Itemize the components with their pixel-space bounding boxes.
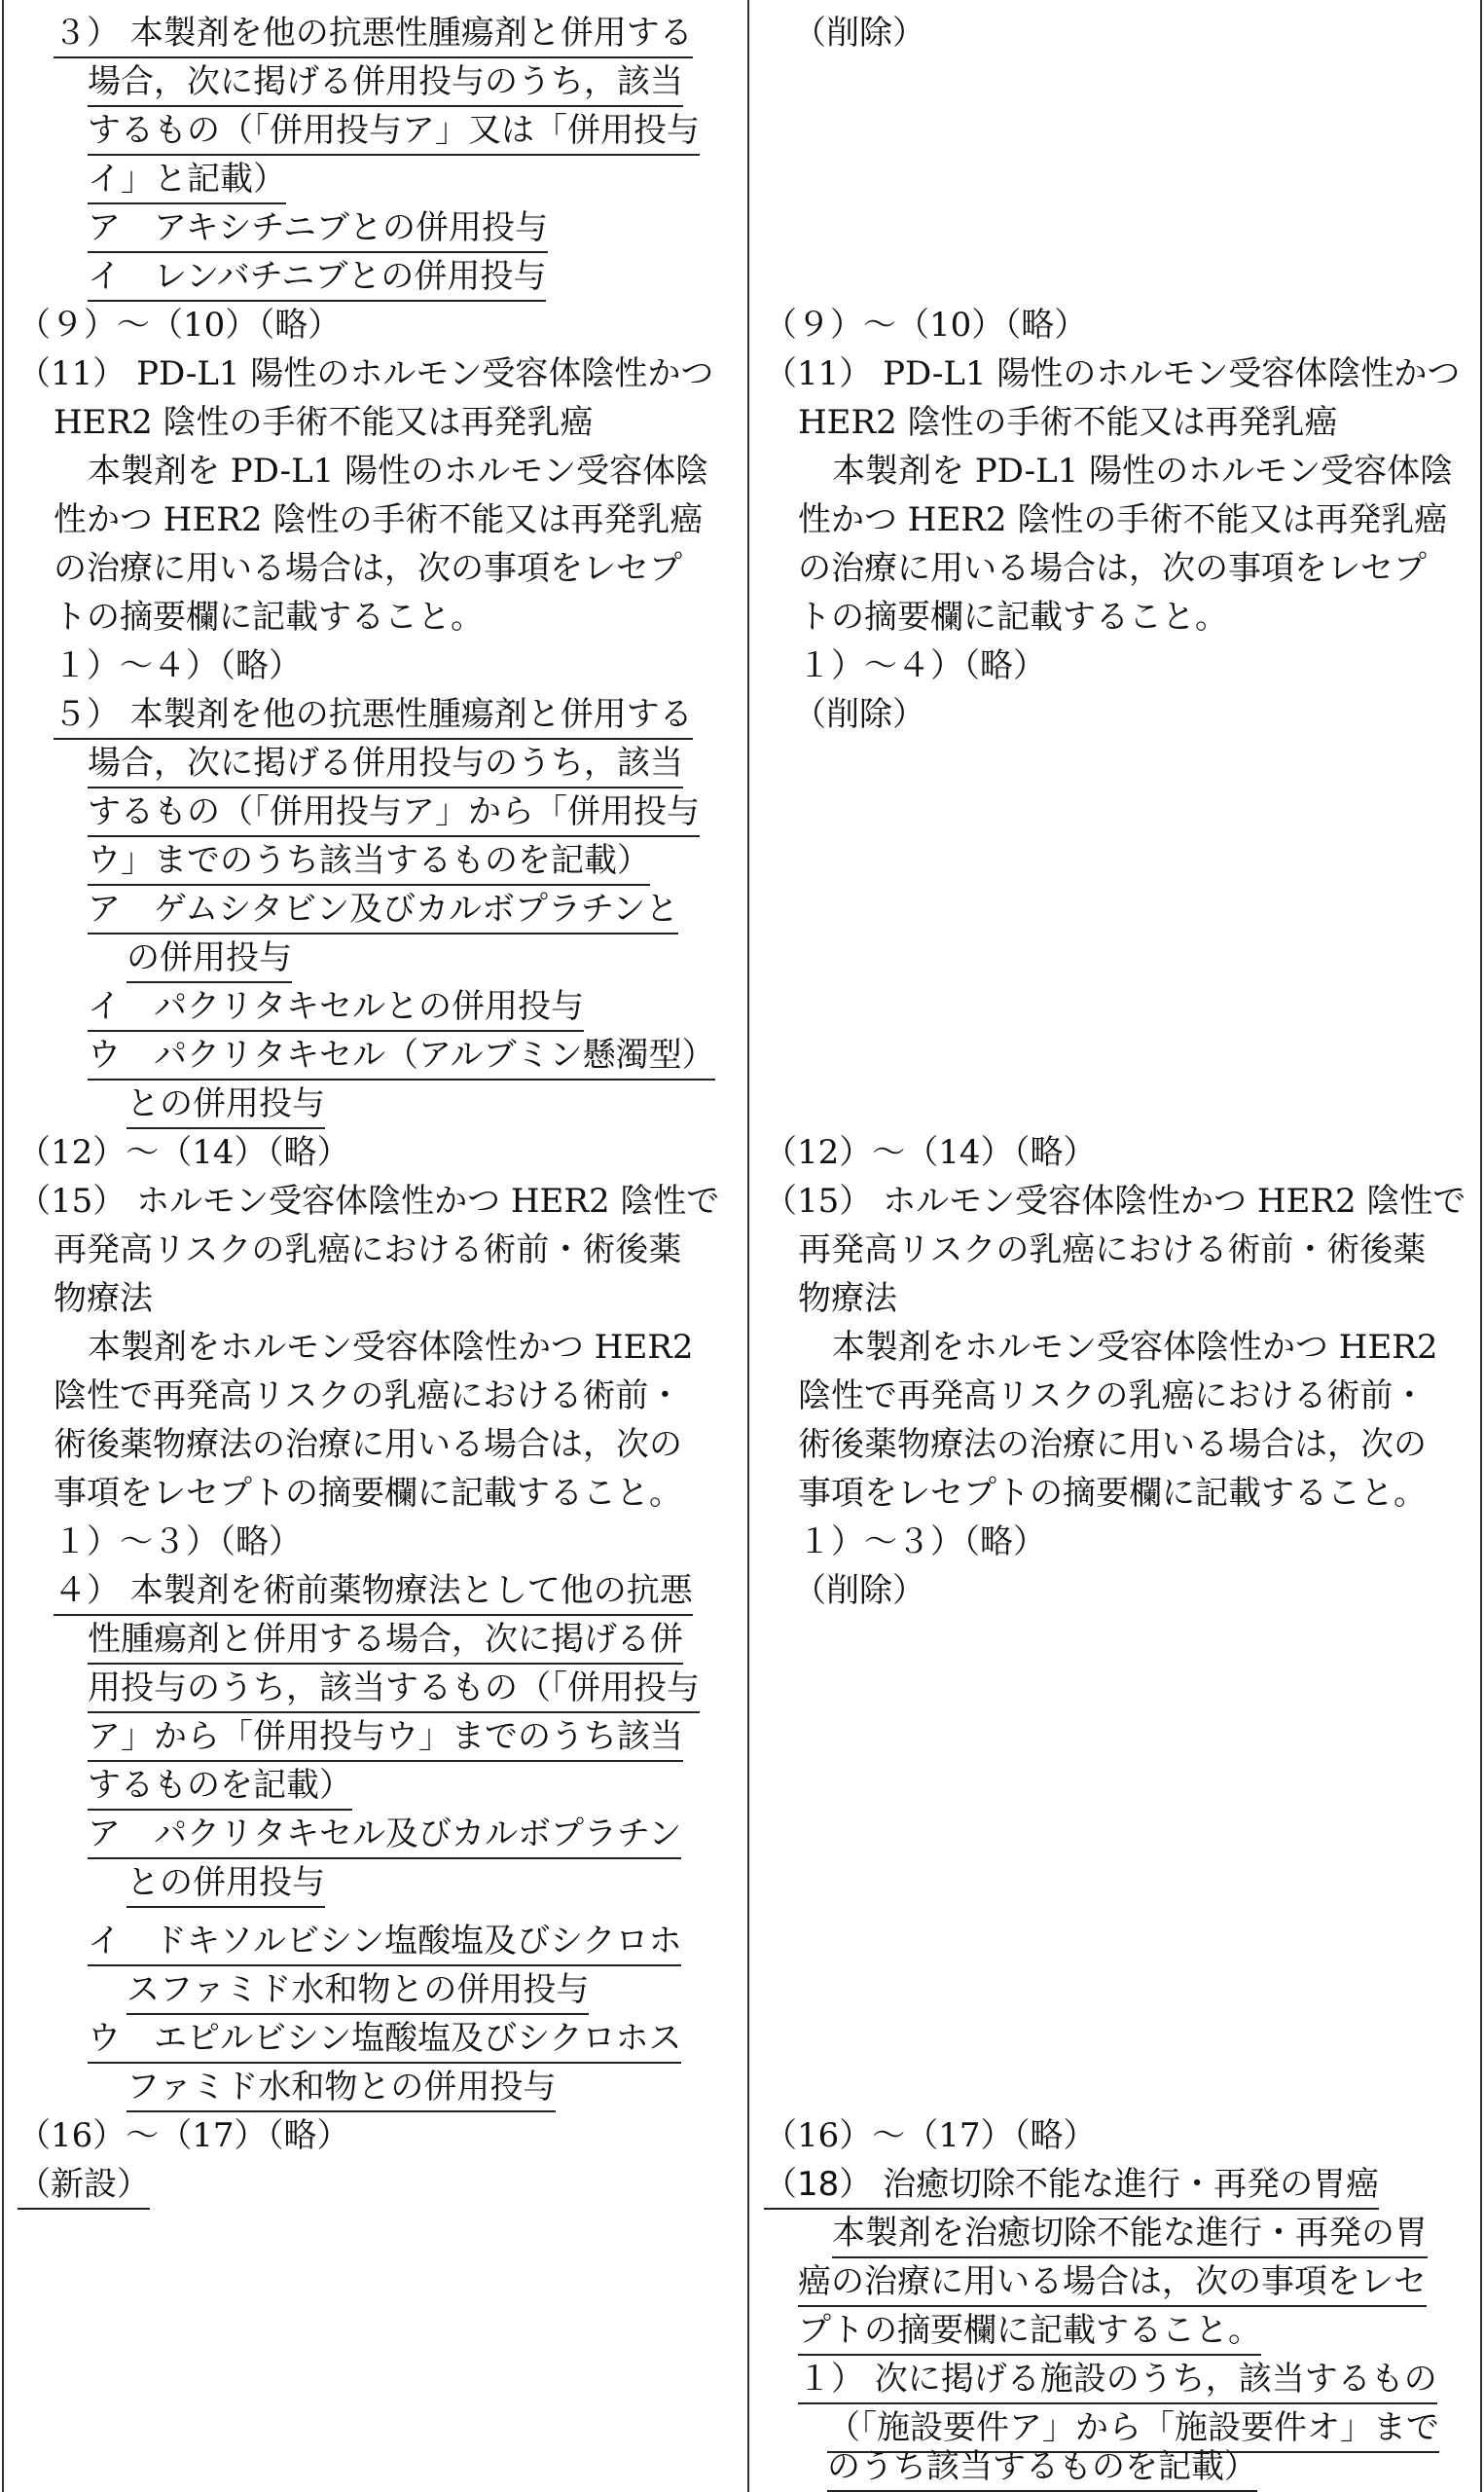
right-line: 物療法: [798, 1279, 897, 1318]
right-line: 事項をレセプトの摘要欄に記載すること。: [798, 1474, 1427, 1513]
right-line: （16）～（17）（略）: [764, 2116, 1097, 2155]
right-line: プトの摘要欄に記載すること。: [798, 2309, 1261, 2356]
right-line: の治療に用いる場合は，次の事項をレセプ: [798, 549, 1427, 588]
right-line: 術後薬物療法の治療に用いる場合は，次の: [798, 1425, 1427, 1464]
left-line: 事項をレセプトの摘要欄に記載すること。: [54, 1474, 682, 1513]
left-line: 性かつ HER2 陰性の手術不能又は再発乳癌: [54, 500, 704, 539]
left-line: ウ パクリタキセル（アルブミン懸濁型）: [88, 1034, 715, 1081]
right-line: １） 次に掲げる施設のうち，該当するもの: [798, 2358, 1437, 2404]
right-line: （「施設要件ア」から「施設要件オ」まで: [827, 2406, 1439, 2453]
left-line: ５） 本製剤を他の抗悪性腫瘍剤と併用する: [54, 693, 693, 740]
left-line: するもの（「併用投与ア」又は「併用投与: [88, 109, 700, 156]
left-line: ア ゲムシタビン及びカルボプラチンと: [88, 888, 678, 934]
left-line: イ ドキソルビシン塩酸塩及びシクロホ: [88, 1920, 681, 1966]
left-line: 本製剤をホルモン受容体陰性かつ HER2: [88, 1328, 694, 1367]
right-line: 癌の治療に用いる場合は，次の事項をレセ: [798, 2260, 1427, 2307]
right-line: 再発高リスクの乳癌における術前・術後薬: [798, 1230, 1427, 1269]
left-line: ア」から「併用投与ウ」までのうち該当: [88, 1715, 683, 1762]
left-line: の併用投与: [127, 936, 292, 983]
left-line: HER2 陰性の手術不能又は再発乳癌: [54, 403, 594, 442]
right-line: 陰性で再発高リスクの乳癌における術前・: [798, 1376, 1427, 1415]
left-line: 物療法: [54, 1279, 153, 1318]
left-line: するもの（「併用投与ア」から「併用投与: [88, 790, 700, 837]
left-line: との併用投与: [127, 1861, 325, 1908]
right-line: のうち該当するものを記載）: [827, 2445, 1257, 2492]
left-line: 場合，次に掲げる併用投与のうち，該当: [88, 742, 683, 788]
right-line: HER2 陰性の手術不能又は再発乳癌: [798, 403, 1338, 442]
left-line: ア アキシチニブとの併用投与: [88, 206, 548, 253]
left-line: １）～３）（略）: [54, 1522, 302, 1561]
right-line: （18） 治癒切除不能な進行・再発の胃癌: [764, 2163, 1379, 2210]
right-line: 本製剤を治癒切除不能な進行・再発の胃: [832, 2212, 1428, 2258]
left-line: ４） 本製剤を術前薬物療法として他の抗悪: [54, 1569, 693, 1616]
left-line: ア パクリタキセル及びカルボプラチン: [88, 1813, 681, 1859]
left-line: （15） ホルモン受容体陰性かつ HER2 陰性で: [18, 1182, 720, 1221]
left-line: 用投与のうち，該当するもの（「併用投与: [88, 1667, 700, 1713]
left-line: （11） PD-L1 陽性のホルモン受容体陰性かつ: [18, 354, 714, 393]
right-line: 本製剤を PD-L1 陽性のホルモン受容体陰: [832, 452, 1454, 491]
left-line: イ レンバチニブとの併用投与: [88, 255, 546, 302]
left-line: １）～４）（略）: [54, 646, 302, 685]
left-line: 陰性で再発高リスクの乳癌における術前・: [54, 1376, 682, 1415]
right-line: （12）～（14）（略）: [764, 1133, 1097, 1172]
left-line: 再発高リスクの乳癌における術前・術後薬: [54, 1230, 682, 1269]
right-line: （削除）: [793, 1571, 925, 1610]
right-line: （９）～（10）（略）: [764, 306, 1088, 345]
left-line: 本製剤を PD-L1 陽性のホルモン受容体陰: [88, 452, 709, 491]
right-line: （11） PD-L1 陽性のホルモン受容体陰性かつ: [764, 354, 1461, 393]
left-line: スファミド水和物との併用投与: [127, 1968, 589, 2015]
right-line: （削除）: [793, 14, 925, 53]
left-line: ３） 本製剤を他の抗悪性腫瘍剤と併用する: [54, 12, 693, 58]
right-line: （15） ホルモン受容体陰性かつ HER2 陰性で: [764, 1182, 1466, 1221]
right-line: 本製剤をホルモン受容体陰性かつ HER2: [832, 1328, 1438, 1367]
left-line: ウ」までのうち該当するものを記載）: [88, 839, 650, 886]
right-border: [1480, 0, 1482, 2492]
left-line: との併用投与: [127, 1082, 325, 1129]
column-divider: [747, 0, 749, 2492]
left-line: 場合，次に掲げる併用投与のうち，該当: [88, 60, 683, 107]
left-line: するものを記載）: [88, 1764, 352, 1811]
left-line: イ パクリタキセルとの併用投与: [88, 985, 584, 1032]
left-line: （12）～（14）（略）: [18, 1133, 350, 1172]
left-line: （16）～（17）（略）: [18, 2116, 350, 2155]
left-line: （９）～（10）（略）: [18, 306, 342, 345]
left-line: ウ エピルビシン塩酸塩及びシクロホス: [88, 2017, 681, 2064]
right-line: トの摘要欄に記載すること。: [798, 598, 1228, 637]
left-line: 性腫瘍剤と併用する場合，次に掲げる併: [88, 1618, 683, 1665]
left-line: トの摘要欄に記載すること。: [54, 598, 484, 637]
left-border: [2, 0, 4, 2492]
right-line: 性かつ HER2 陰性の手術不能又は再発乳癌: [798, 500, 1448, 539]
left-line: の治療に用いる場合は，次の事項をレセプ: [54, 549, 682, 588]
left-line: ファミド水和物との併用投与: [127, 2066, 556, 2112]
right-line: （削除）: [793, 695, 925, 734]
right-line: １）～３）（略）: [798, 1522, 1046, 1561]
left-line: イ」と記載）: [88, 158, 286, 204]
left-line: 術後薬物療法の治療に用いる場合は，次の: [54, 1425, 682, 1464]
left-line: （新設）: [18, 2163, 150, 2210]
right-line: １）～４）（略）: [798, 646, 1046, 685]
